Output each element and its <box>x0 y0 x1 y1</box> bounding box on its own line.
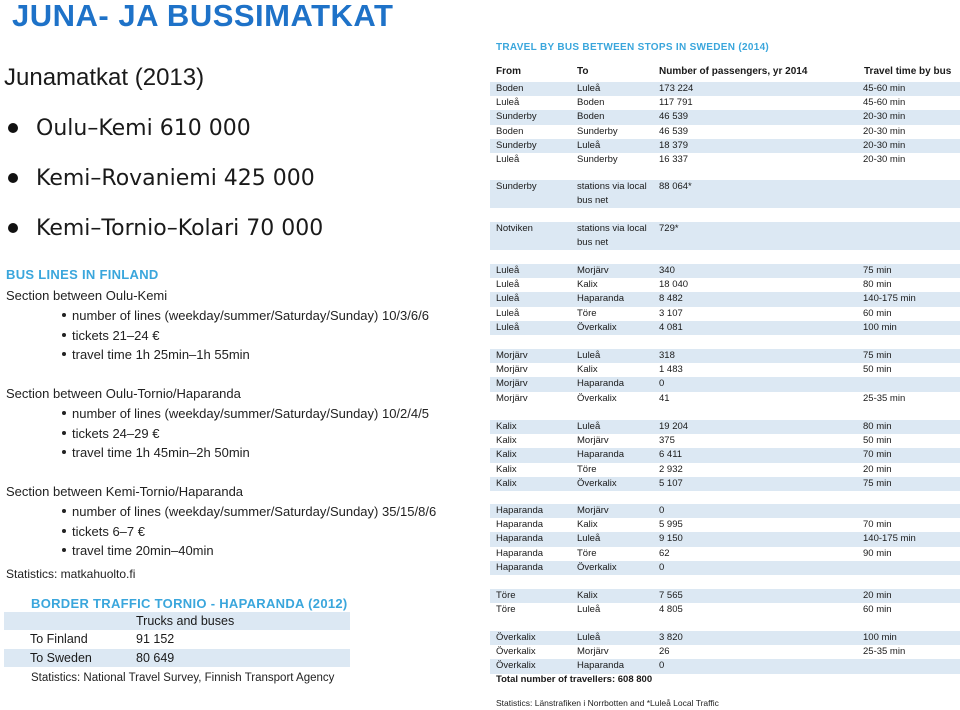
cell-passengers: 8 482 <box>659 293 683 305</box>
cell-passengers: 117 791 <box>659 97 693 109</box>
cell-to: Överkalix <box>577 392 617 404</box>
cell-to: Töre <box>577 463 597 475</box>
cell-travel-time: 20 min <box>863 590 892 601</box>
cell-to: Sunderby <box>577 154 618 165</box>
cell-to: Kalix <box>577 364 598 376</box>
cell-passengers: 3 820 <box>659 632 683 643</box>
section-detail: number of lines (weekday/summer/Saturday/Sunday) 10/3/6/6 <box>62 308 429 323</box>
cell-travel-time: 140-175 min <box>863 293 916 305</box>
bullet-icon <box>62 509 66 513</box>
cell-to: Kalix <box>577 519 598 531</box>
table-row <box>490 589 960 603</box>
row-label: To Finland <box>30 632 88 646</box>
cell-travel-time: 140-175 min <box>863 533 916 545</box>
sweden-statistics: Statistics: Länstrafiken i Norrbotten and *Luleå Local Traffic <box>496 698 719 708</box>
cell-from: Luleå <box>496 154 520 165</box>
cell-travel-time: 100 min <box>863 632 897 643</box>
cell-from: Kalix <box>496 477 517 489</box>
cell-travel-time: 70 min <box>863 519 892 531</box>
cell-to: Morjärv <box>577 435 609 447</box>
cell-from: Boden <box>496 125 524 137</box>
cell-from: Morjärv <box>496 392 528 404</box>
table-row <box>4 649 350 667</box>
table-row <box>490 349 960 363</box>
cell-from: Luleå <box>496 97 520 109</box>
column-header-to: To <box>577 66 589 77</box>
cell-travel-time: 45-60 min <box>863 97 906 109</box>
column-header-travel-time: Travel time by bus <box>864 66 952 77</box>
cell-to: Morjärv <box>577 646 609 658</box>
cell-travel-time: 90 min <box>863 547 892 559</box>
cell-from: Överkalix <box>496 646 536 658</box>
cell-to: Luleå <box>577 604 601 616</box>
train-heading: Junamatkat (2013) <box>4 64 205 91</box>
cell-to: Luleå <box>577 632 601 643</box>
cell-from: Haparanda <box>496 505 544 516</box>
sweden-title: TRAVEL BY BUS BETWEEN STOPS IN SWEDEN (2014) <box>496 42 770 53</box>
table-row <box>490 420 960 434</box>
bullet-icon <box>62 548 66 552</box>
cell-from: Morjärv <box>496 350 528 361</box>
cell-to: Boden <box>577 97 605 109</box>
train-item: Kemi–Tornio–Kolari 70 000 <box>36 216 324 241</box>
bus-statistics: Statistics: matkahuolto.fi <box>6 567 136 581</box>
cell-passengers: 4 805 <box>659 604 683 616</box>
train-item: Kemi–Rovaniemi 425 000 <box>36 166 315 191</box>
cell-to: Luleå <box>577 139 601 151</box>
cell-passengers: 5 107 <box>659 477 683 489</box>
cell-travel-time: 100 min <box>863 321 897 333</box>
cell-travel-time: 80 min <box>863 279 892 291</box>
cell-passengers: 18 379 <box>659 139 689 151</box>
cell-to: Haparanda <box>577 293 625 305</box>
cell-from: Kalix <box>496 463 517 475</box>
cell-passengers: 2 932 <box>659 463 683 475</box>
cell-passengers: 19 204 <box>659 421 689 432</box>
cell-to: Kalix <box>577 279 598 291</box>
cell-to: Boden <box>577 111 605 123</box>
cell-passengers: 173 224 <box>659 83 694 94</box>
cell-from: Kalix <box>496 449 517 461</box>
table-row <box>490 532 960 546</box>
cell-from: Luleå <box>496 321 520 333</box>
cell-passengers: 0 <box>659 378 665 390</box>
cell-passengers: 16 337 <box>659 154 689 165</box>
cell-travel-time: 75 min <box>863 350 892 361</box>
cell-travel-time: 60 min <box>863 307 892 319</box>
table-header-row <box>4 612 350 630</box>
table-row <box>490 659 960 673</box>
section-heading: Section between Kemi-Tornio/Haparanda <box>6 484 244 499</box>
cell-travel-time: 45-60 min <box>863 83 906 94</box>
cell-passengers: 375 <box>659 435 675 447</box>
cell-passengers: 1 483 <box>659 364 683 376</box>
bullet-icon <box>8 223 18 233</box>
cell-travel-time: 20-30 min <box>863 111 906 123</box>
cell-from: Morjärv <box>496 364 528 376</box>
row-value: 91 152 <box>136 632 175 646</box>
cell-travel-time: 75 min <box>863 477 892 489</box>
cell-to: Töre <box>577 547 597 559</box>
table-row <box>490 153 960 167</box>
cell-passengers: 729* <box>659 223 679 234</box>
cell-from: Haparanda <box>496 533 544 545</box>
table-row <box>490 82 960 96</box>
table-row <box>490 547 960 561</box>
table-row <box>490 645 960 659</box>
cell-from: Boden <box>496 83 524 94</box>
bullet-icon <box>62 352 66 356</box>
section-detail: tickets 21–24 € <box>62 328 159 343</box>
table-row <box>490 110 960 124</box>
cell-travel-time: 25-35 min <box>863 392 906 404</box>
table-row <box>490 222 960 250</box>
row-value: 80 649 <box>136 651 175 665</box>
cell-from: Notviken <box>496 223 533 234</box>
cell-to: Morjärv <box>577 505 609 516</box>
section-detail: tickets 6–7 € <box>62 524 145 539</box>
cell-to: Morjärv <box>577 265 609 276</box>
cell-to: Luleå <box>577 83 601 94</box>
bullet-icon <box>62 431 66 435</box>
cell-passengers: 9 150 <box>659 533 683 545</box>
cell-passengers: 26 <box>659 646 670 658</box>
column-header-from: From <box>496 66 521 77</box>
table-row <box>490 603 960 617</box>
table-row <box>490 477 960 491</box>
sweden-table-body <box>490 0 960 710</box>
cell-to: Luleå <box>577 533 601 545</box>
train-item: Oulu–Kemi 610 000 <box>36 116 251 141</box>
table-row <box>490 463 960 477</box>
cell-to: Haparanda <box>577 378 625 390</box>
bullet-icon <box>62 333 66 337</box>
cell-passengers: 0 <box>659 561 665 573</box>
table-row <box>490 377 960 391</box>
cell-passengers: 6 411 <box>659 449 683 461</box>
border-traffic-title: BORDER TRAFFIC TORNIO - HAPARANDA (2012) <box>31 596 348 611</box>
table-row <box>490 264 960 278</box>
table-row <box>490 307 960 321</box>
cell-from: Töre <box>496 604 516 616</box>
cell-from: Sunderby <box>496 139 537 151</box>
page-title: JUNA- JA BUSSIMATKAT <box>12 0 394 33</box>
cell-passengers: 18 040 <box>659 279 689 291</box>
cell-passengers: 318 <box>659 350 675 361</box>
cell-from: Kalix <box>496 421 517 432</box>
table-row <box>490 434 960 448</box>
cell-to: Överkalix <box>577 477 617 489</box>
cell-from: Luleå <box>496 307 520 319</box>
cell-travel-time: 80 min <box>863 421 892 432</box>
column-header-passengers: Number of passengers, yr 2014 <box>659 66 808 77</box>
table-row <box>490 96 960 110</box>
bullet-icon <box>62 313 66 317</box>
cell-passengers: 0 <box>659 505 665 516</box>
table-row <box>490 292 960 306</box>
section-detail: travel time 1h 45min–2h 50min <box>62 445 250 460</box>
cell-travel-time: 70 min <box>863 449 892 461</box>
bullet-icon <box>62 529 66 533</box>
cell-passengers: 3 107 <box>659 307 683 319</box>
bullet-icon <box>8 173 18 183</box>
table-row <box>490 321 960 335</box>
table-row <box>490 278 960 292</box>
cell-passengers: 46 539 <box>659 125 689 137</box>
section-heading: Section between Oulu-Kemi <box>6 288 168 303</box>
table-row <box>490 392 960 406</box>
cell-travel-time: 20-30 min <box>863 139 906 151</box>
train-list <box>4 112 323 262</box>
section-detail: travel time 20min–40min <box>62 543 214 558</box>
cell-from: Sunderby <box>496 181 537 192</box>
cell-from: Töre <box>496 590 516 601</box>
table-row <box>490 631 960 645</box>
section-detail: tickets 24–29 € <box>62 426 159 441</box>
cell-to: stations via local bus net <box>577 223 647 249</box>
cell-passengers: 88 064* <box>659 181 692 192</box>
section-heading: Section between Oulu-Tornio/Haparanda <box>6 386 241 401</box>
cell-to: Luleå <box>577 350 601 361</box>
cell-travel-time: 60 min <box>863 604 892 616</box>
table-row <box>490 448 960 462</box>
cell-passengers: 0 <box>659 660 665 672</box>
cell-from: Luleå <box>496 265 520 276</box>
cell-from: Luleå <box>496 279 520 291</box>
bullet-icon <box>62 450 66 454</box>
cell-from: Haparanda <box>496 561 544 573</box>
section-detail: number of lines (weekday/summer/Saturday/Sunday) 35/15/8/6 <box>62 504 436 519</box>
cell-passengers: 41 <box>659 392 670 404</box>
cell-to: Kalix <box>577 590 598 601</box>
list-item <box>4 162 323 212</box>
table-row <box>490 125 960 139</box>
cell-from: Överkalix <box>496 660 536 672</box>
cell-passengers: 340 <box>659 265 675 276</box>
table-row <box>490 363 960 377</box>
cell-from: Haparanda <box>496 519 544 531</box>
cell-passengers: 46 539 <box>659 111 689 123</box>
table-row <box>490 504 960 518</box>
cell-to: Luleå <box>577 421 601 432</box>
cell-from: Kalix <box>496 435 517 447</box>
cell-to: Överkalix <box>577 561 617 573</box>
section-detail: travel time 1h 25min–1h 55min <box>62 347 250 362</box>
cell-travel-time: 50 min <box>863 435 892 447</box>
cell-to: Överkalix <box>577 321 617 333</box>
list-item <box>4 112 323 162</box>
row-label: To Sweden <box>30 651 92 665</box>
total-row <box>490 673 960 687</box>
cell-travel-time: 50 min <box>863 364 892 376</box>
cell-travel-time: 75 min <box>863 265 892 276</box>
table-row <box>490 139 960 153</box>
list-item <box>4 212 323 262</box>
cell-passengers: 4 081 <box>659 321 683 333</box>
cell-passengers: 5 995 <box>659 519 683 531</box>
cell-to: Töre <box>577 307 597 319</box>
cell-travel-time: 20-30 min <box>863 125 906 137</box>
cell-to: stations via local bus net <box>577 181 647 207</box>
cell-from: Överkalix <box>496 632 536 643</box>
cell-from: Morjärv <box>496 378 528 390</box>
cell-passengers: 62 <box>659 547 670 559</box>
section-detail: number of lines (weekday/summer/Saturday/Sunday) 10/2/4/5 <box>62 406 429 421</box>
cell-from: Haparanda <box>496 547 544 559</box>
border-statistics: Statistics: National Travel Survey, Finnish Transport Agency <box>31 672 335 684</box>
bullet-icon <box>8 123 18 133</box>
cell-travel-time: 20 min <box>863 463 892 475</box>
table-row <box>490 518 960 532</box>
cell-travel-time: 20-30 min <box>863 154 906 165</box>
table-row <box>490 180 960 208</box>
cell-passengers: 7 565 <box>659 590 683 601</box>
total-travellers: Total number of travellers: 608 800 <box>496 674 653 685</box>
column-header: Trucks and buses <box>136 614 235 628</box>
cell-to: Haparanda <box>577 449 625 461</box>
bullet-icon <box>62 411 66 415</box>
cell-to: Haparanda <box>577 660 625 672</box>
cell-from: Luleå <box>496 293 520 305</box>
table-row <box>4 630 350 648</box>
table-row <box>490 561 960 575</box>
cell-from: Sunderby <box>496 111 537 123</box>
cell-to: Sunderby <box>577 125 618 137</box>
cell-travel-time: 25-35 min <box>863 646 906 658</box>
bus-lines-title: BUS LINES IN FINLAND <box>6 267 159 282</box>
